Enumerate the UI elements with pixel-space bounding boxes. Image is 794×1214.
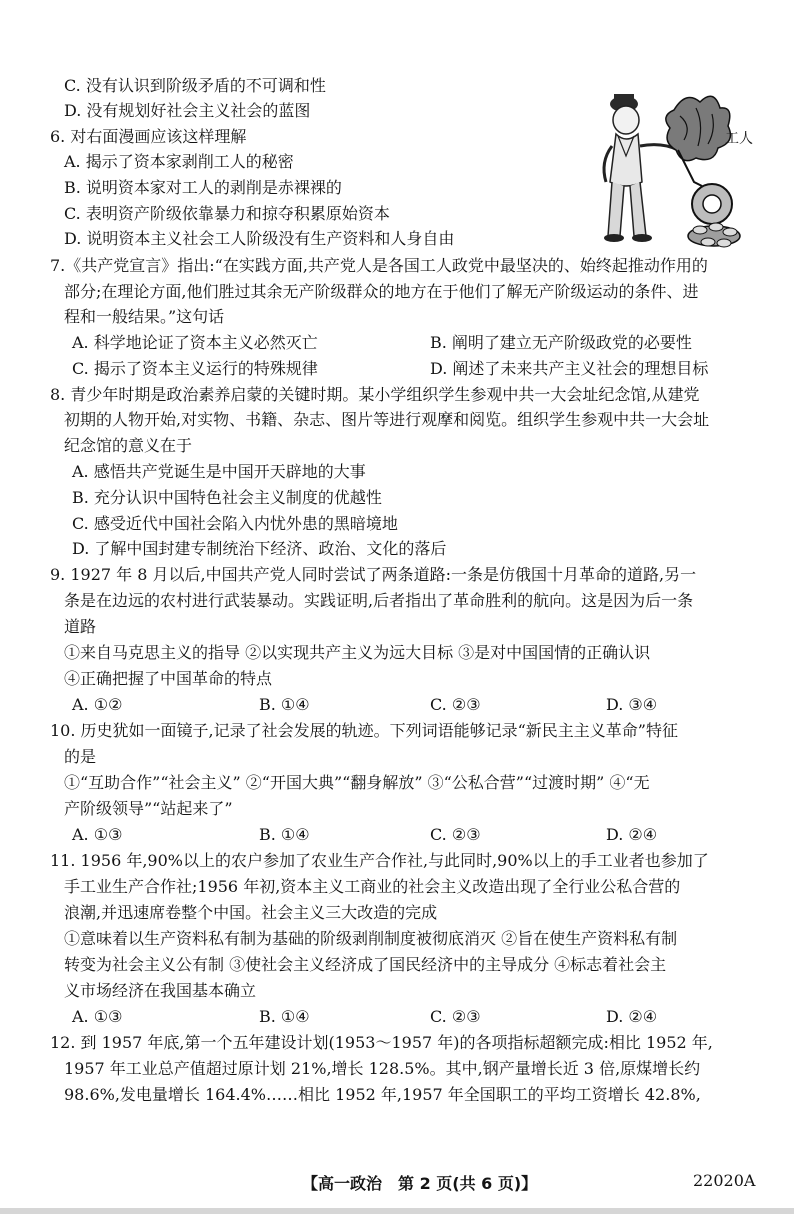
q9-items-line-1: ①来自马克思主义的指导 ②以实现共产主义为远大目标 ③是对中国国情的正确认识: [64, 643, 651, 662]
q9-option-c: C. ②③: [430, 695, 481, 714]
q11-stem-line-1: 11. 1956 年,90%以上的农户参加了农业生产合作社,与此同时,90%以上的手工业者也参加了: [50, 851, 709, 870]
q7-option-c: C. 揭示了资本主义运行的特殊规律: [72, 359, 318, 378]
q7-options-row-2: [0, 359, 794, 379]
q5-option-d: D. 没有规划好社会主义社会的蓝图: [64, 101, 311, 120]
q8-option-d: D. 了解中国封建专制统治下经济、政治、文化的落后: [72, 539, 447, 558]
q7-options-row-1: [0, 333, 794, 353]
cartoon-drawing: [596, 86, 748, 256]
q10-option-a: A. ①③: [72, 825, 123, 844]
q10-option-d: D. ②④: [606, 825, 658, 844]
scan-edge-strip: [0, 1204, 794, 1214]
q7-stem-line-2: 部分;在理论方面,他们胜过其余无产阶级群众的地方在于他们了解无产阶级运动的条件、进: [64, 282, 699, 301]
q10-stem-line-2: 的是: [64, 747, 97, 766]
q10-items-line-1: ①“互助合作”“社会主义” ②“开国大典”“翻身解放” ③“公私合营”“过渡时期” ④“无: [64, 773, 650, 792]
q9-options-row: [0, 695, 794, 715]
q6-option-c: C. 表明资产阶级依靠暴力和掠夺积累原始资本: [64, 204, 390, 223]
q12-stem-line-2: 1957 年工业总产值超过原计划 21%,增长 128.5%。其中,钢产量增长近 3 倍,原煤增长约: [64, 1059, 701, 1078]
q7-option-d: D. 阐述了未来共产主义社会的理想目标: [430, 359, 709, 378]
q11-options-row: [0, 1007, 794, 1027]
q11-stem-line-3: 浪潮,并迅速席卷整个中国。社会主义三大改造的完成: [64, 903, 438, 922]
q8-option-b: B. 充分认识中国特色社会主义制度的优越性: [72, 488, 382, 507]
page-footer-title: 【高一政治 第 2 页(共 6 页)】: [302, 1174, 538, 1193]
q12-stem-line-3: 98.6%,发电量增长 164.4%……相比 1952 年,1957 年全国职工的平均工资增长 42.8%,: [64, 1085, 701, 1104]
q10-option-b: B. ①④: [259, 825, 310, 844]
q10-stem-line-1: 10. 历史犹如一面镜子,记录了社会发展的轨迹。下列词语能够记录“新民主主义革命”特征: [50, 721, 678, 740]
q8-stem-line-2: 初期的人物开始,对实物、书籍、杂志、图片等进行观摩和阅览。组织学生参观中共一大会址: [64, 410, 710, 429]
q9-stem-line-1: 9. 1927 年 8 月以后,中国共产党人同时尝试了两条道路:一条是仿俄国十月革命的道路,另一: [50, 565, 697, 584]
q11-option-c: C. ②③: [430, 1007, 481, 1026]
q11-items-line-3: 义市场经济在我国基本确立: [64, 981, 257, 1000]
q11-option-a: A. ①③: [72, 1007, 123, 1026]
q8-stem-line-1: 8. 青少年时期是政治素养启蒙的关键时期。某小学组织学生参观中共一大会址纪念馆,从建党: [50, 385, 700, 404]
q6-option-d: D. 说明资本主义社会工人阶级没有生产资料和人身自由: [64, 229, 455, 248]
q9-stem-line-3: 道路: [64, 617, 97, 636]
q6-option-b: B. 说明资本家对工人的剥削是赤裸裸的: [64, 178, 342, 197]
q7-stem-line-3: 程和一般结果。”这句话: [64, 307, 225, 326]
q11-stem-line-2: 手工业生产合作社;1956 年初,资本主义工商业的社会主义改造出现了全行业公私合营的: [64, 877, 681, 896]
cartoon-capitalist-worker: [596, 86, 748, 256]
q8-stem-line-3: 纪念馆的意义在于: [64, 436, 193, 455]
q9-option-a: A. ①②: [72, 695, 123, 714]
q11-items-line-2: 转变为社会主义公有制 ③使社会主义经济成了国民经济中的主导成分 ④标志着社会主: [64, 955, 667, 974]
q7-option-a: A. 科学地论证了资本主义必然灭亡: [72, 333, 318, 352]
q10-option-c: C. ②③: [430, 825, 481, 844]
q7-option-b: B. 阐明了建立无产阶级政党的必要性: [430, 333, 692, 352]
q10-options-row: [0, 825, 794, 845]
q11-option-d: D. ②④: [606, 1007, 658, 1026]
q9-stem-line-2: 条是在边远的农村进行武装暴动。实践证明,后者指出了革命胜利的航向。这是因为后一条: [64, 591, 694, 610]
q6-option-a: A. 揭示了资本家剥削工人的秘密: [64, 152, 294, 171]
q6-stem: 6. 对右面漫画应该这样理解: [50, 127, 247, 146]
q11-option-b: B. ①④: [259, 1007, 310, 1026]
q9-option-d: D. ③④: [606, 695, 658, 714]
cartoon-label-worker: 工人: [725, 131, 753, 147]
q12-stem-line-1: 12. 到 1957 年底,第一个五年建设计划(1953～1957 年)的各项指标超额完成:相比 1952 年,: [50, 1033, 713, 1052]
q10-items-line-2: 产阶级领导”“站起来了”: [64, 799, 233, 818]
q9-option-b: B. ①④: [259, 695, 310, 714]
q8-option-a: A. 感悟共产党诞生是中国开天辟地的大事: [72, 462, 366, 481]
q8-option-c: C. 感受近代中国社会陷入内忧外患的黑暗境地: [72, 514, 398, 533]
q5-option-c: C. 没有认识到阶级矛盾的不可调和性: [64, 76, 326, 95]
q7-stem-line-1: 7.《共产党宣言》指出:“在实践方面,共产党人是各国工人政党中最坚决的、始终起推动作用的: [50, 256, 708, 275]
page-footer-code: 22020A: [693, 1171, 756, 1190]
q9-items-line-2: ④正确把握了中国革命的特点: [64, 669, 273, 688]
q11-items-line-1: ①意味着以生产资料私有制为基础的阶级剥削制度被彻底消灭 ②旨在使生产资料私有制: [64, 929, 678, 948]
